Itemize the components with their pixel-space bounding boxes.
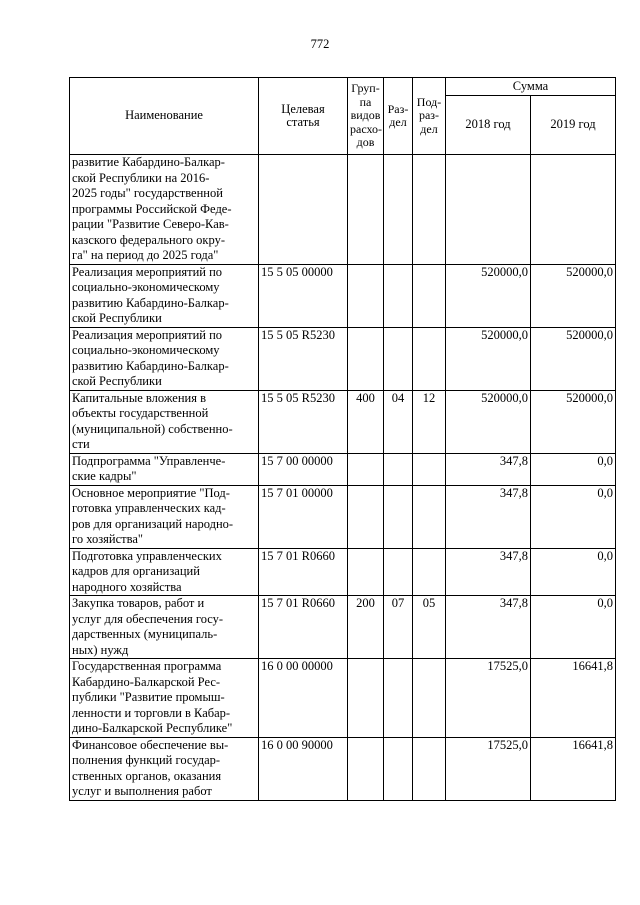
row-subsection: 12: [413, 390, 446, 453]
header-sum: Сумма: [446, 78, 616, 96]
row-expense-group: [348, 548, 384, 596]
row-sum-2018: 347,8: [446, 485, 531, 548]
row-expense-group: [348, 659, 384, 738]
row-expense-group: [348, 155, 384, 265]
row-sum-2019: 0,0: [531, 453, 616, 485]
row-sum-2019: 520000,0: [531, 264, 616, 327]
row-expense-group: [348, 485, 384, 548]
row-expense-group: [348, 737, 384, 800]
row-name: Финансовое обеспечение вы- полнения функций государ- ственных органов, оказания услуг и выполнения работ: [70, 737, 259, 800]
row-sum-2019: 0,0: [531, 548, 616, 596]
row-section: [384, 155, 413, 265]
header-year-2018: 2018 год: [446, 96, 531, 155]
row-sum-2019: 16641,8: [531, 737, 616, 800]
row-subsection: [413, 155, 446, 265]
header-subsection: Под- раз- дел: [413, 78, 446, 155]
row-section: 07: [384, 596, 413, 659]
row-name: Государственная программа Кабардино-Балкарской Рес- публики "Развитие промыш- ленности и торговли в Кабар- дино-Балкарской Республике": [70, 659, 259, 738]
row-sum-2019: 520000,0: [531, 327, 616, 390]
row-target-article: 15 7 00 00000: [259, 453, 348, 485]
row-section: [384, 485, 413, 548]
row-target-article: 15 5 05 R5230: [259, 390, 348, 453]
page-number: 772: [310, 37, 330, 51]
row-name: Подпрограмма "Управленче- ские кадры": [70, 453, 259, 485]
row-sum-2019: 0,0: [531, 485, 616, 548]
table-row: [70, 737, 616, 800]
row-section: [384, 453, 413, 485]
row-subsection: [413, 453, 446, 485]
row-section: 04: [384, 390, 413, 453]
row-expense-group: [348, 264, 384, 327]
row-sum-2018: 347,8: [446, 548, 531, 596]
row-subsection: 05: [413, 596, 446, 659]
row-target-article: 15 5 05 00000: [259, 264, 348, 327]
row-target-article: 16 0 00 00000: [259, 659, 348, 738]
budget-table: [69, 77, 616, 801]
table-row: [70, 155, 616, 265]
table-body: [70, 155, 616, 801]
row-section: [384, 737, 413, 800]
row-target-article: 15 7 01 R0660: [259, 548, 348, 596]
row-subsection: [413, 659, 446, 738]
table-row: [70, 596, 616, 659]
row-sum-2019: 0,0: [531, 596, 616, 659]
row-section: [384, 327, 413, 390]
table-row: [70, 390, 616, 453]
row-target-article: 15 7 01 00000: [259, 485, 348, 548]
row-target-article: 15 5 05 R5230: [259, 327, 348, 390]
table-row: [70, 548, 616, 596]
row-target-article: 15 7 01 R0660: [259, 596, 348, 659]
row-section: [384, 548, 413, 596]
row-section: [384, 264, 413, 327]
row-sum-2018: 347,8: [446, 596, 531, 659]
header-section: Раз- дел: [384, 78, 413, 155]
row-name: Основное мероприятие "Под- готовка управленческих кад- ров для организаций народно- го хозяйства": [70, 485, 259, 548]
table-row: [70, 264, 616, 327]
row-name: Подготовка управленческих кадров для организаций народного хозяйства: [70, 548, 259, 596]
row-section: [384, 659, 413, 738]
row-expense-group: [348, 327, 384, 390]
row-subsection: [413, 264, 446, 327]
row-sum-2019: [531, 155, 616, 265]
row-expense-group: 200: [348, 596, 384, 659]
header-name: Наименование: [70, 78, 259, 155]
row-subsection: [413, 737, 446, 800]
row-target-article: [259, 155, 348, 265]
row-expense-group: [348, 453, 384, 485]
row-name: Капитальные вложения в объекты государственной (муниципальной) собственно- сти: [70, 390, 259, 453]
table-row: [70, 327, 616, 390]
header-target-article: Целевая статья: [259, 78, 348, 155]
row-name: Реализация мероприятий по социально-экономическому развитию Кабардино-Балкар- ской Республики: [70, 264, 259, 327]
row-subsection: [413, 548, 446, 596]
row-subsection: [413, 327, 446, 390]
row-name: Закупка товаров, работ и услуг для обеспечения госу- дарственных (муниципаль- ных) нужд: [70, 596, 259, 659]
row-name: развитие Кабардино-Балкар- ской Республики на 2016- 2025 годы" государственной программы Российской Феде- рации "Развитие Северо-Кав- казского федерального окру- га" на период до 2025 года": [70, 155, 259, 265]
row-subsection: [413, 485, 446, 548]
row-sum-2018: 520000,0: [446, 264, 531, 327]
row-name: Реализация мероприятий по социально-экономическому развитию Кабардино-Балкар- ской Республики: [70, 327, 259, 390]
table-row: [70, 485, 616, 548]
row-sum-2018: 347,8: [446, 453, 531, 485]
table-row: [70, 659, 616, 738]
row-sum-2018: [446, 155, 531, 265]
row-sum-2018: 17525,0: [446, 659, 531, 738]
row-expense-group: 400: [348, 390, 384, 453]
row-sum-2019: 16641,8: [531, 659, 616, 738]
row-target-article: 16 0 00 90000: [259, 737, 348, 800]
header-year-2019: 2019 год: [531, 96, 616, 155]
row-sum-2018: 17525,0: [446, 737, 531, 800]
row-sum-2019: 520000,0: [531, 390, 616, 453]
row-sum-2018: 520000,0: [446, 327, 531, 390]
table-row: [70, 453, 616, 485]
row-sum-2018: 520000,0: [446, 390, 531, 453]
header-expense-group: Груп- па видов расхо- дов: [348, 78, 384, 155]
